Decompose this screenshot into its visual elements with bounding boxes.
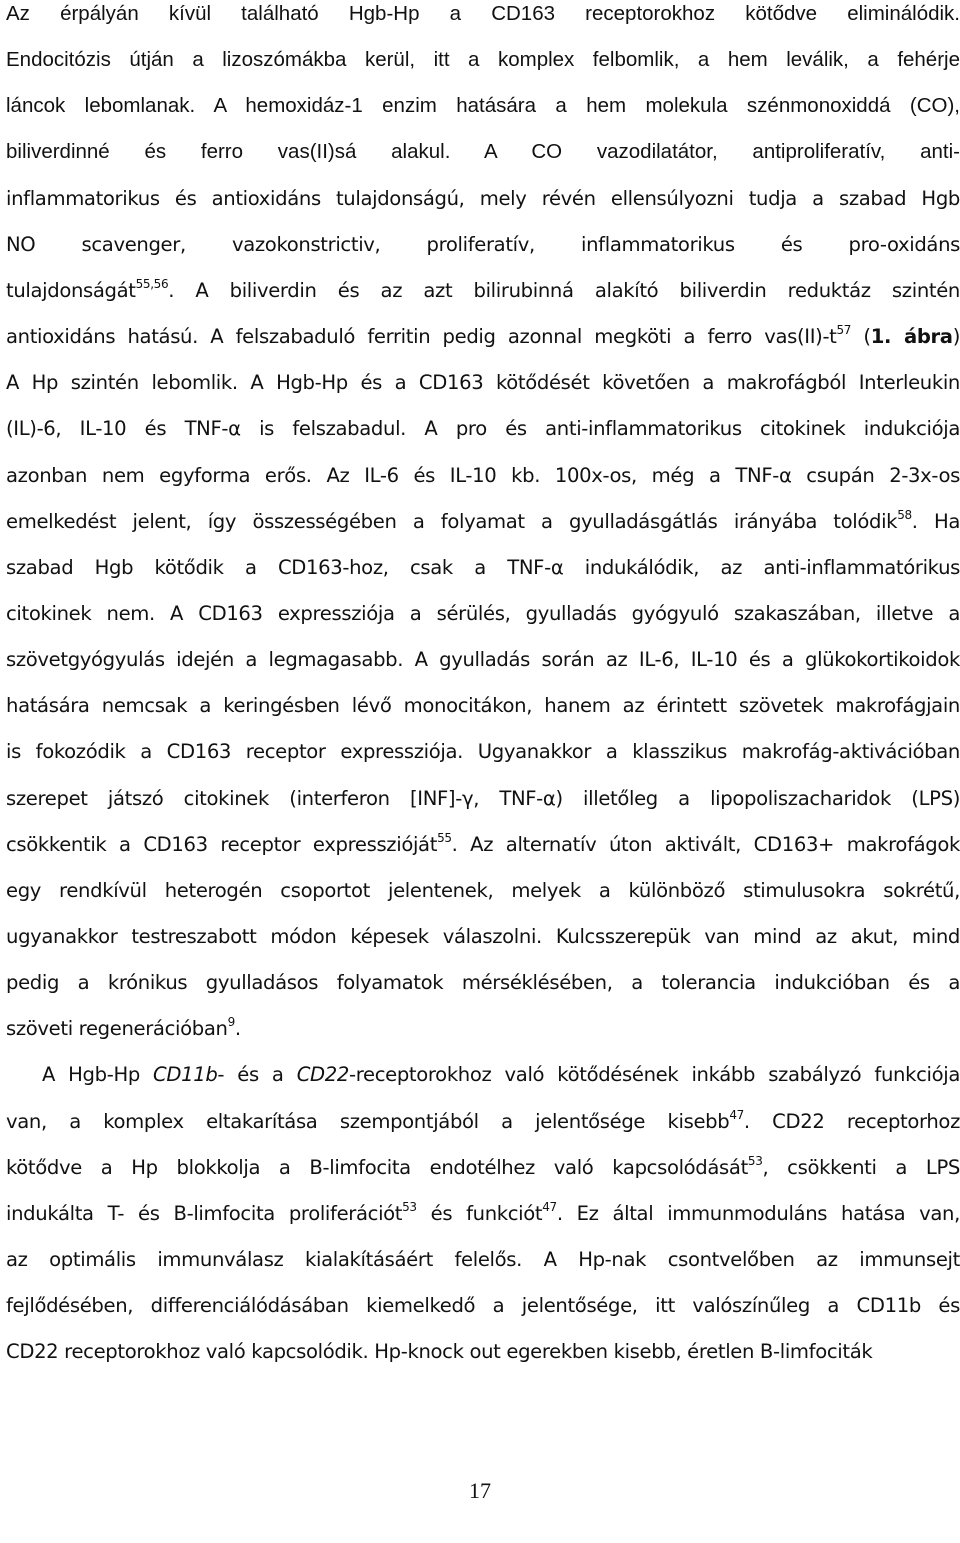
text-line — [6, 225, 960, 265]
text-run: tulajdonságát — [6, 278, 136, 302]
text-line — [6, 594, 960, 634]
text-run: indukálta T- és B-limfocita proliferációt — [6, 1201, 403, 1225]
text-run: ) — [952, 325, 960, 349]
text-line — [6, 0, 960, 34]
text-line — [6, 502, 960, 542]
text-run: NO scavenger, vazokonstrictiv, proliferatív, inflammatorikus és pro-oxidáns — [6, 232, 960, 256]
citation-superscript: 55,56 — [135, 276, 169, 291]
document-page — [6, 0, 960, 1543]
text-line — [6, 963, 960, 1003]
text-line — [6, 456, 960, 496]
text-run: . A biliverdin és az azt bilirubinná alakító biliverdin reduktáz szintén — [168, 278, 960, 302]
text-run: biliverdinné és ferro vas(II)sá alakul. A CO vazodilatátor, antiproliferatív, anti- — [6, 140, 960, 164]
text-run: - és a — [217, 1063, 297, 1087]
text-line — [6, 1194, 960, 1234]
text-run: -receptorokhoz való kötődésének inkább szabályzó funkciója — [349, 1063, 960, 1087]
text-run: szöveti regenerációban — [6, 1017, 228, 1041]
text-line — [6, 779, 960, 819]
text-run: és funkciót — [416, 1201, 543, 1225]
text-run: antioxidáns hatású. A felszabaduló ferritin pedig azonnal megköti a ferro vas(II)-t — [6, 325, 837, 349]
text-line — [6, 317, 960, 357]
italic-term: CD22 — [296, 1063, 350, 1087]
text-run: (IL)-6, IL-10 és TNF-α is felszabadul. A pro és anti-inflammatorikus citokinek indukciója — [6, 417, 960, 441]
citation-superscript: 53 — [747, 1153, 763, 1168]
text-run: . Az alternatív úton aktivált, CD163+ makrofágok — [451, 832, 960, 856]
text-line — [6, 132, 960, 172]
text-run: , csökkenti a LPS — [762, 1155, 960, 1179]
text-run: citokinek nem. A CD163 expressziója a sérülés, gyulladás gyógyuló szakaszában, illetve a — [6, 601, 960, 625]
text-line — [6, 732, 960, 772]
citation-superscript: 58 — [897, 507, 912, 522]
text-run: A Hgb-Hp — [42, 1063, 154, 1087]
citation-superscript: 47 — [729, 1107, 744, 1122]
text-run: . — [234, 1017, 241, 1041]
figure-reference: 1. ábra — [870, 325, 953, 349]
text-run: van, a komplex eltakarítása szempontjából a jelentősége kisebb — [6, 1109, 730, 1133]
citation-superscript: 55 — [437, 830, 452, 845]
italic-term: CD11b — [153, 1063, 218, 1087]
text-line — [6, 1332, 960, 1372]
text-line — [6, 179, 960, 219]
text-run: . CD22 receptorhoz — [743, 1109, 960, 1133]
text-run: . Ez által immunmoduláns hatása van, — [556, 1201, 960, 1225]
citation-superscript: 57 — [836, 323, 852, 338]
citation-superscript: 53 — [402, 1199, 417, 1214]
text-run: emelkedést jelent, így összességében a folyamat a gyulladásgátlás irányába tolódik — [6, 509, 898, 533]
text-run: szövetgyógyulás idején a legmagasabb. A gyulladás során az IL-6, IL-10 és a glükokortikoidok — [6, 648, 960, 672]
text-run: Az érpályán kívül található Hgb-Hp a CD163 receptorokhoz kötődve eliminálódik. — [6, 2, 960, 25]
text-run: szabad Hgb kötődik a CD163-hoz, csak a TNF-α indukálódik, az anti-inflammatórikus — [6, 555, 960, 579]
text-line — [6, 825, 960, 865]
text-run: . Ha — [911, 509, 960, 533]
text-run: fejlődésében, differenciálódásában kiemelkedő a jelentősége, itt valószínűleg a CD11b és — [6, 1294, 960, 1318]
citation-superscript: 47 — [542, 1199, 557, 1214]
citation-superscript: 9 — [227, 1015, 235, 1030]
text-run: CD22 receptorokhoz való kapcsolódik. Hp-knock out egerekben kisebb, éretlen B-limfociták — [6, 1340, 873, 1364]
text-line — [6, 1240, 960, 1280]
text-run: hatására nemcsak a keringésben lévő monocitákon, hanem az érintett szövetek makrofágjain — [6, 694, 960, 718]
text-run: ugyanakkor testreszabott módon képesek válaszolni. Kulcsszerepük van mind az akut, mind — [6, 925, 960, 948]
text-run: az optimális immunválasz kialakításáért felelős. A Hp-nak csontvelőben az immunsejt — [6, 1248, 960, 1272]
text-line — [6, 1055, 960, 1095]
text-run: kötődve a Hp blokkolja a B-limfocita endotélhez való kapcsolódását — [6, 1155, 748, 1179]
text-line — [6, 40, 960, 80]
text-run: csökkentik a CD163 receptor expresszióját — [6, 832, 438, 856]
text-line — [6, 271, 960, 311]
text-line — [6, 548, 960, 588]
text-run: ( — [851, 325, 871, 349]
text-line — [6, 871, 960, 911]
text-run: azonban nem egyforma erős. Az IL-6 és IL-10 kb. 100x-os, még a TNF-α csupán 2-3x-os — [6, 463, 960, 487]
text-run: Endocitózis útján a lizoszómákba kerül, itt a komplex felbomlik, a hem leválik, a fehérje — [6, 48, 960, 72]
text-run: inflammatorikus és antioxidáns tulajdonságú, mely révén ellensúlyozni tudja a szabad Hgb — [6, 186, 960, 210]
text-run: pedig a krónikus gyulladásos folyamatok mérséklésében, a tolerancia indukcióban és a — [6, 971, 960, 995]
text-run: egy rendkívül heterogén csoportot jelentenek, melyek a különböző stimulusokra sokrétű, — [6, 878, 960, 902]
text-line — [6, 1148, 960, 1188]
text-run: szerepet játszó citokinek (interferon [INF]-γ, TNF-α) illetőleg a lipopoliszacharidok (LPS) — [6, 786, 960, 810]
text-line — [6, 640, 960, 680]
text-run: A Hp szintén lebomlik. A Hgb-Hp és a CD163 kötődését követően a makrofágból Interleukin — [6, 371, 960, 395]
text-line — [6, 1102, 960, 1142]
text-line — [6, 1286, 960, 1326]
text-line — [6, 86, 960, 126]
text-line — [6, 1009, 960, 1049]
text-line — [6, 917, 960, 957]
text-line — [6, 686, 960, 726]
text-run: is fokozódik a CD163 receptor expressziója. Ugyanakkor a klasszikus makrofág-aktivációban — [6, 740, 960, 764]
text-line — [6, 409, 960, 449]
text-line — [6, 363, 960, 403]
page-number: 17 — [469, 1478, 491, 1503]
text-run: láncok lebomlanak. A hemoxidáz-1 enzim hatására a hem molekula szénmonoxiddá (CO), — [6, 94, 960, 118]
